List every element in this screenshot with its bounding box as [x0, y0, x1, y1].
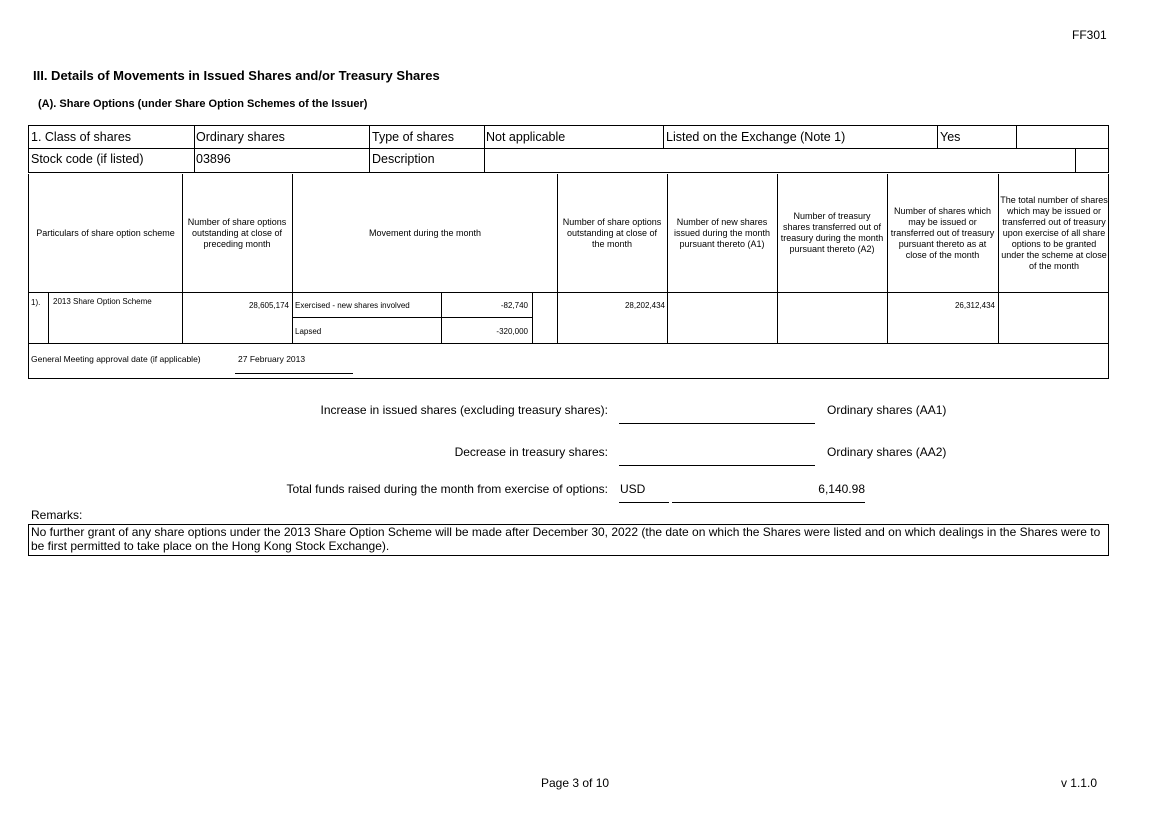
class-of-shares-row [28, 125, 1109, 149]
description-label: Description [372, 152, 435, 166]
funds-currency: USD [620, 482, 646, 496]
form-code: FF301 [1072, 28, 1107, 42]
header-outstanding-close: Number of share options outstanding at close of the month [562, 216, 662, 249]
remarks-label: Remarks: [31, 508, 83, 522]
movement-value-lapsed: -320,000 [496, 327, 528, 336]
general-meeting-date: 27 February 2013 [238, 354, 306, 364]
funds-value: 6,140.98 [818, 482, 865, 496]
stock-code-label: Stock code (if listed) [31, 152, 144, 166]
general-meeting-label: General Meeting approval date (if applicable) [31, 354, 201, 364]
header-total-number: The total number of shares which may be issued or transferred out of treasury upon exercise of all share options to be granted under the scheme at close of the month [1000, 194, 1108, 271]
header-new-shares: Number of new shares issued during the month pursuant thereto (A1) [673, 216, 771, 249]
version: v 1.1.0 [1060, 776, 1097, 790]
listed-value: Yes [940, 130, 961, 144]
stock-code-row [28, 148, 1109, 173]
header-may-be-issued: Number of shares which may be issued or transferred out of treasury pursuant thereto as at close of the month [890, 205, 995, 260]
header-outstanding-preceding: Number of share options outstanding at close of preceding month [187, 216, 287, 249]
sub-title: (A). Share Options (under Share Option Schemes of the Issuer) [38, 98, 368, 110]
movement-label-exercised: Exercised - new shares involved [295, 301, 410, 310]
class-label: 1. Class of shares [31, 130, 132, 144]
outstanding-close-value: 28,202,434 [624, 301, 665, 310]
outstanding-preceding-value: 28,605,174 [248, 301, 289, 310]
funds-label: Total funds raised during the month from exercise of options: [286, 482, 608, 496]
remarks-text: No further grant of any share options under the 2013 Share Option Scheme will be made after December 30, 2022 (the date on which the Shares were listed and on which dealings in the Shares were to be first permitted to take place on the Hong Kong Stock Exchange). [28, 524, 1109, 556]
movement-label-lapsed: Lapsed [295, 327, 322, 336]
increase-label: Increase in issued shares (excluding treasury shares): [320, 403, 608, 417]
class-value: Ordinary shares [196, 130, 285, 144]
header-movement: Movement during the month [368, 227, 482, 238]
row-index: 1). [31, 298, 41, 307]
type-label: Type of shares [372, 130, 454, 144]
decrease-unit: Ordinary shares (AA2) [827, 445, 947, 459]
movement-value-exercised: -82,740 [500, 301, 528, 310]
section-title: III. Details of Movements in Issued Shares and/or Treasury Shares [33, 68, 440, 83]
header-particulars: Particulars of share option scheme [36, 227, 175, 238]
scheme-name: 2013 Share Option Scheme [53, 297, 152, 306]
share-options-table [28, 174, 1109, 344]
header-treasury-transferred: Number of treasury shares transferred out of treasury during the month pursuant thereto (A2) [780, 211, 884, 254]
decrease-label: Decrease in treasury shares: [454, 445, 608, 459]
listed-label: Listed on the Exchange (Note 1) [666, 130, 846, 144]
general-meeting-row [28, 343, 1109, 379]
type-value: Not applicable [486, 130, 566, 144]
may-be-issued-value: 26,312,434 [954, 301, 995, 310]
increase-unit: Ordinary shares (AA1) [827, 403, 947, 417]
stock-code-value: 03896 [196, 152, 231, 166]
page-number: Page 3 of 10 [541, 776, 610, 790]
